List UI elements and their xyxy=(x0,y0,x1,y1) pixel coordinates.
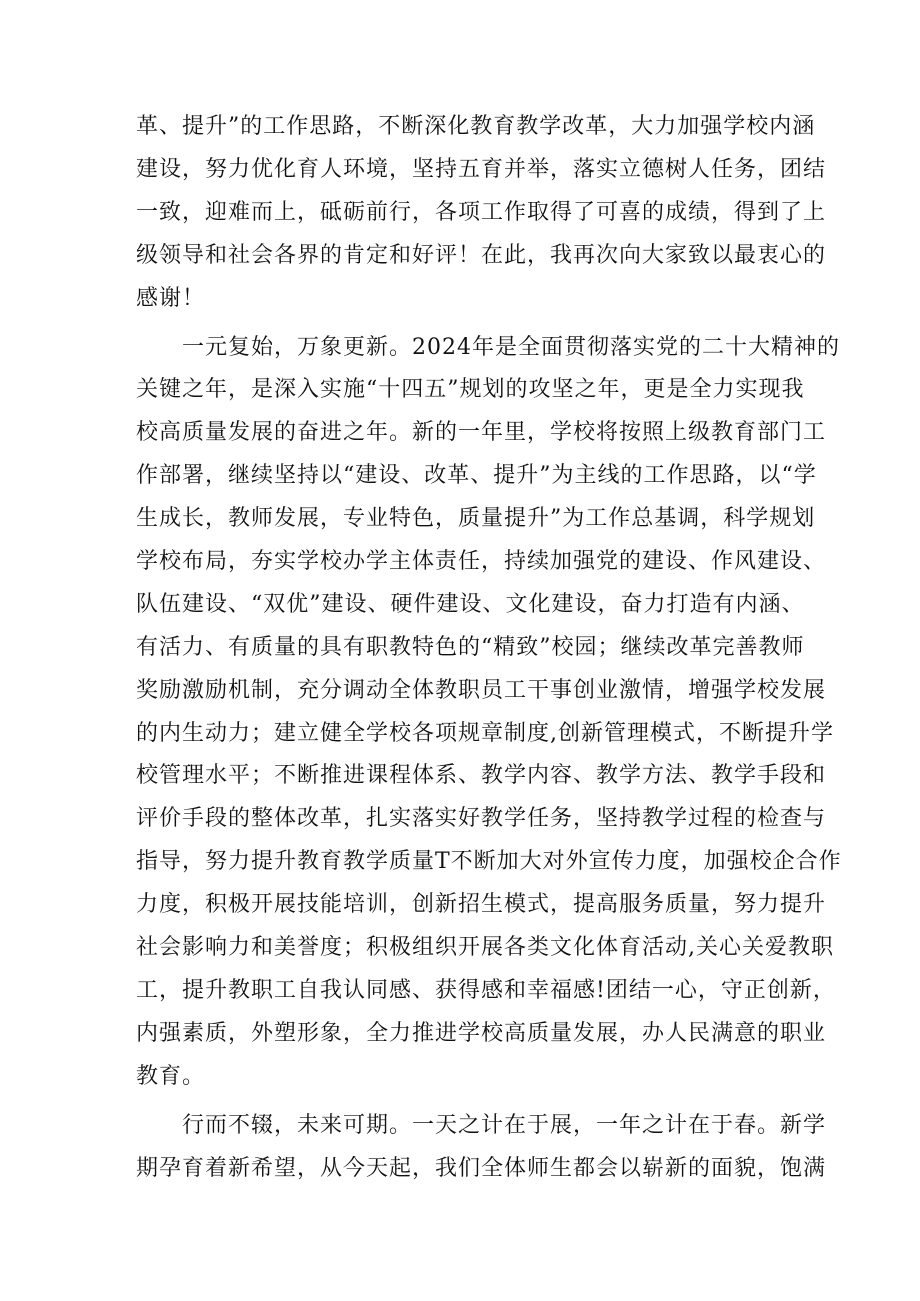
text-line: 社会影响力和美誉度；积极组织开展各类文化体育活动,关心关爱教职 xyxy=(136,935,834,960)
text-line: 一元复始，万象更新。2024年是全面贯彻落实党的二十大精神的 xyxy=(182,335,840,360)
text-line: 工，提升教职工自我认同感、获得感和幸福感!团结一心，守正创新， xyxy=(136,978,836,1003)
text-line: 校管理水平；不断推进课程体系、教学内容、教学方法、教学手段和 xyxy=(136,763,827,788)
text-line: 有活力、有质量的具有职教特色的“精致”校园；继续改革完善教师 xyxy=(136,635,805,660)
text-line: 指导，努力提升教育教学质量T不断加大对外宣传力度，加强校企合作 xyxy=(136,849,842,874)
text-line: 的内生动力；建立健全学校各项规章制度,创新管理模式，不断提升学 xyxy=(136,721,834,746)
text-line: 力度，积极开展技能培训，创新招生模式，提高服务质量，努力提升 xyxy=(136,892,827,917)
text-line: 奖励激励机制，充分调动全体教职员工干事创业激情，增强学校发展 xyxy=(136,678,827,703)
text-line: 内强素质，外塑形象，全力推进学校高质量发展，办人民满意的职业 xyxy=(136,1021,827,1046)
text-line: 感谢！ xyxy=(136,286,206,311)
text-line: 一致，迎难而上，砥砺前行，各项工作取得了可喜的成绩，得到了上 xyxy=(136,200,827,225)
text-line: 革、提升”的工作思路，不断深化教育教学改革，大力加强学校内涵 xyxy=(136,114,816,139)
text-line: 建设，努力优化育人环境，坚持五育并举，落实立德树人任务，团结 xyxy=(136,157,827,182)
text-line: 期孕育着新希望，从今天起，我们全体师生都会以崭新的面貌，饱满 xyxy=(136,1156,827,1181)
text-line: 队伍建设、“双优”建设、硬件建设、文化建设，奋力打造有内涵、 xyxy=(136,592,805,617)
text-line: 行而不辍，未来可期。一天之计在于展，一年之计在于春。新学 xyxy=(182,1113,827,1138)
text-line: 作部署，继续坚持以“建设、改革、提升”为主线的工作思路，以“学 xyxy=(136,463,817,488)
text-line: 评价手段的整体改革，扎实落实好教学任务，坚持教学过程的检查与 xyxy=(136,806,827,831)
text-line: 校高质量发展的奋进之年。新的一年里，学校将按照上级教育部门工 xyxy=(136,420,827,445)
text-line: 生成长，教师发展，专业特色，质量提升”为工作总基调，科学规划 xyxy=(136,506,816,531)
text-line: 学校布局，夯实学校办学主体责任，持续加强党的建设、作风建设、 xyxy=(136,549,827,574)
text-line: 教育。 xyxy=(136,1064,206,1089)
text-line: 级领导和社会各界的肯定和好评！在此，我再次向大家致以最衷心的 xyxy=(136,243,827,268)
text-line: 关键之年，是深入实施“十四五”规划的攻坚之年，更是全力实现我 xyxy=(136,377,805,402)
